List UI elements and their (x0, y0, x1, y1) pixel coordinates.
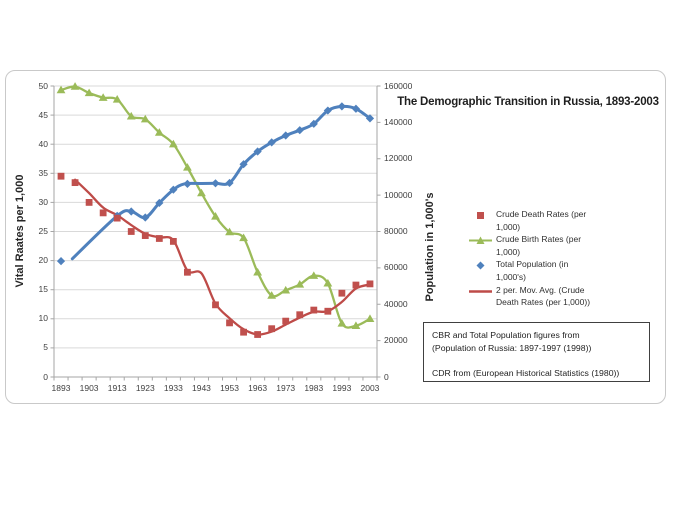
y-left-tick-label: 20 (38, 255, 48, 266)
y-axis-title-right: Population in 1,000's (424, 192, 436, 302)
legend-marker-square-icon (468, 209, 496, 221)
y-left-tick-label: 10 (38, 313, 48, 324)
x-axis-tick-label: 1933 (163, 383, 183, 393)
x-axis-tick-label: 1953 (220, 383, 239, 393)
x-axis-tick-label: 1903 (79, 383, 99, 393)
x-axis-tick-label: 1973 (276, 383, 296, 393)
y-left-tick-label: 0 (43, 371, 48, 382)
y-right-tick-label: 100000 (384, 189, 413, 200)
y-left-tick-label: 35 (38, 167, 48, 178)
x-axis-tick-label: 1993 (332, 383, 352, 393)
y-left-tick-label: 25 (38, 226, 48, 236)
source-note-line: (Population of Russia: 1897-1997 (1998)) (432, 342, 592, 353)
x-axis-tick-label: 2003 (360, 383, 380, 393)
y-right-tick-label: 60000 (384, 262, 408, 273)
legend-item-crude-death-rates[interactable] (468, 208, 618, 233)
x-axis-tick-label: 1923 (135, 383, 155, 393)
y-right-tick-label: 80000 (384, 226, 408, 236)
y-axis-title-left: Vital Raates per 1,000 (14, 174, 26, 288)
legend-marker-diamond-icon (468, 259, 496, 271)
y-left-tick-label: 40 (38, 138, 48, 149)
legend-label: Crude Birth Rates (per 1,000) (496, 234, 582, 257)
source-note-box[interactable] (423, 322, 650, 382)
legend (468, 208, 618, 309)
legend-marker-line-icon (468, 285, 496, 297)
legend-marker-line-triangle-icon (468, 234, 496, 246)
legend-item-total-population[interactable] (468, 258, 618, 283)
legend-item-moving-average[interactable] (468, 284, 618, 309)
source-note-line (432, 354, 649, 367)
x-axis-tick-label: 1983 (304, 383, 324, 393)
x-axis-tick-label: 1893 (51, 383, 71, 393)
y-left-tick-label: 15 (38, 284, 48, 295)
legend-item-crude-birth-rates[interactable] (468, 233, 618, 258)
chart-title: The Demographic Transition in Russia, 1893-2003 (397, 96, 659, 108)
x-axis-tick-label: 1913 (107, 383, 127, 393)
y-left-tick-label: 30 (38, 196, 48, 207)
y-left-tick-label: 45 (38, 109, 48, 120)
legend-label: Crude Death Rates (per 1,000) (496, 209, 587, 232)
y-left-tick-label: 50 (38, 80, 48, 91)
y-left-tick-label: 5 (43, 342, 48, 353)
y-right-tick-label: 140000 (384, 116, 413, 127)
legend-label: 2 per. Mov. Avg. (Crude Death Rates (per 1,000)) (496, 284, 591, 308)
x-axis-tick-label: 1943 (191, 383, 211, 393)
y-right-tick-label: 120000 (384, 153, 413, 164)
source-note-line: CBR and Total Population figures from (432, 330, 580, 340)
legend-label: Total Population (in 1,000's) (496, 259, 569, 282)
y-right-tick-label: 160000 (384, 80, 413, 91)
source-note-line: CDR from (European Historical Statistics (1980)) (432, 367, 620, 378)
y-right-tick-label: 40000 (384, 298, 408, 309)
y-right-tick-label: 0 (384, 371, 389, 382)
x-axis-tick-label: 1963 (248, 383, 268, 393)
y-right-tick-label: 20000 (384, 335, 408, 346)
